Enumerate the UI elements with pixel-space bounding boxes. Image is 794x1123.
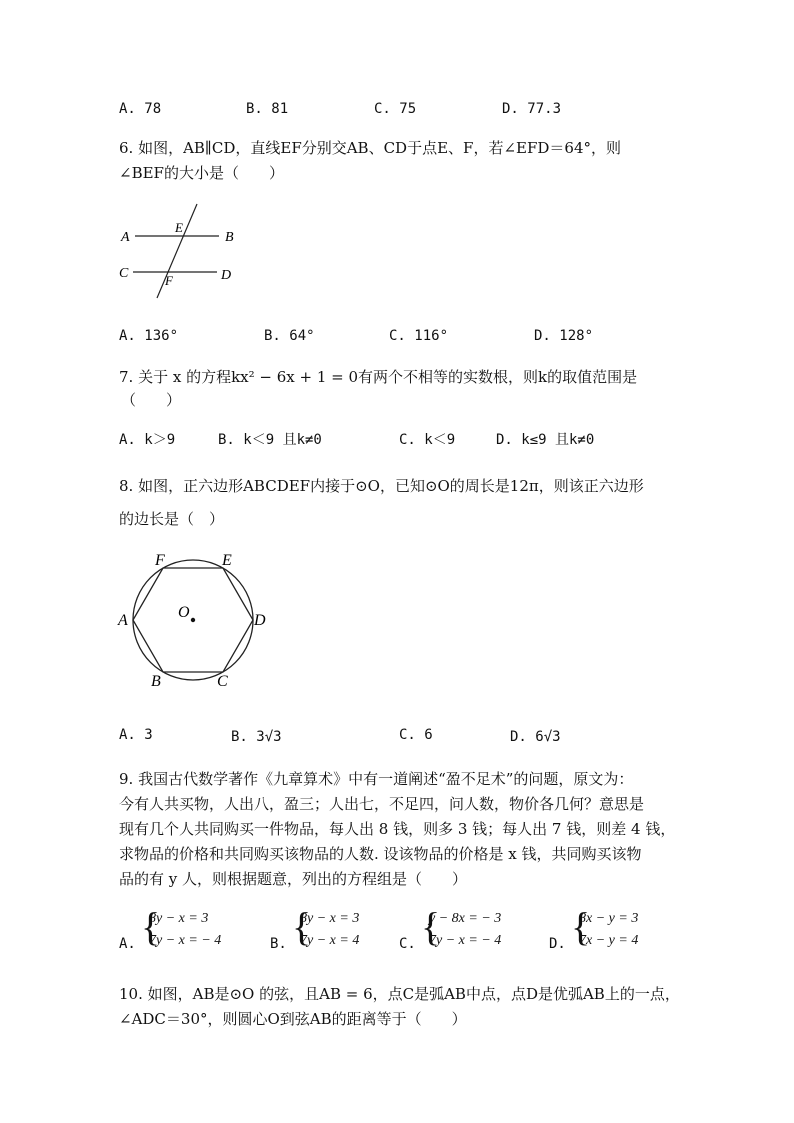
brace-icon: {	[141, 904, 161, 949]
q8-option-c[interactable]: C. 6	[399, 727, 433, 743]
label-e: E	[222, 552, 232, 569]
label-f: F	[165, 273, 173, 288]
q9-stem-line: 9. 我国古代数学著作《九章算术》中有一道阐述“盈不足术”的问题，原文为：	[119, 770, 634, 788]
option-letter: B.	[270, 936, 287, 952]
q5-option-c[interactable]: C. 75	[374, 101, 417, 117]
label-a: A	[118, 612, 128, 629]
label-c: C	[119, 266, 129, 281]
option-letter: A.	[119, 936, 136, 952]
q7-stem-line2: （ ）	[121, 391, 182, 409]
line-ef	[157, 204, 197, 298]
parallel-lines-figure	[115, 198, 245, 302]
q8-stem-line1: 8. 如图，正六边形ABCDEF内接于⊙O，已知⊙O的周长是12π，则该正六边形	[119, 477, 644, 495]
label-b: B	[225, 230, 234, 245]
q6-option-c[interactable]: C. 116°	[389, 328, 449, 344]
q7-option-d[interactable]: D. k≤9 且k≠0	[496, 432, 595, 448]
q6-option-a[interactable]: A. 136°	[119, 328, 179, 344]
label-a: A	[121, 230, 130, 245]
equation-2: 7y − x = − 4	[149, 933, 222, 948]
option-letter: C.	[399, 936, 416, 952]
equation-2: 7y − x = − 4	[429, 933, 502, 948]
q8-stem-line2: 的边长是（ ）	[119, 510, 225, 528]
equation-1: 8y − x = 3	[149, 911, 209, 926]
label-e: E	[175, 220, 183, 235]
label-d: D	[254, 612, 266, 629]
equation-1: 8y − x = 3	[300, 911, 360, 926]
label-d: D	[221, 268, 232, 283]
q7-option-a[interactable]: A. k＞9	[119, 432, 176, 448]
q6-stem-line1: 6. 如图，AB∥CD，直线EF分别交AB、CD于点E、F，若∠EFD＝64°，则	[119, 139, 621, 157]
hexagon-circle-figure	[112, 545, 272, 693]
equation-2: 7y − x = 4	[300, 933, 360, 948]
equation-2: 7x − y = 4	[579, 933, 639, 948]
q9-stem-line: 今有人共买物，人出八，盈三；人出七，不足四，问人数，物价各几何？意思是	[119, 795, 645, 813]
q6-stem-line2: ∠BEF的大小是（ ）	[119, 164, 284, 182]
label-o: O	[178, 604, 190, 621]
option-letter: D.	[549, 936, 566, 952]
equation-1: 8x − y = 3	[579, 911, 639, 926]
q7-option-b[interactable]: B. k＜9 且k≠0	[218, 432, 322, 448]
label-f: F	[155, 552, 165, 569]
q6-option-b[interactable]: B. 64°	[264, 328, 315, 344]
q7-option-c[interactable]: C. k＜9	[399, 432, 456, 448]
q10-stem-line1: 10. 如图，AB是⊙O 的弦，且AB = 6，点C是弧AB中点，点D是优弧AB上的一点，	[119, 985, 680, 1003]
q5-option-a[interactable]: A. 78	[119, 101, 162, 117]
brace-icon: {	[421, 904, 441, 949]
q8-option-d[interactable]: D. 6√3	[510, 729, 561, 745]
q5-option-b[interactable]: B. 81	[246, 101, 289, 117]
q9-stem-line: 求物品的价格和共同购买该物品的人数. 设该物品的价格是 x 钱，共同购买该物	[119, 845, 642, 863]
brace-icon: {	[292, 904, 312, 949]
brace-icon: {	[571, 904, 591, 949]
label-c: C	[217, 673, 228, 690]
equation-1: y − 8x = − 3	[429, 911, 502, 926]
q10-stem-line2: ∠ADC＝30°，则圆心O到弦AB的距离等于（ ）	[119, 1010, 467, 1028]
q7-stem-line1: 7. 关于 x 的方程kx² − 6x + 1 = 0有两个不相等的实数根，则k的取值范围是	[119, 368, 638, 386]
q8-option-a[interactable]: A. 3	[119, 727, 153, 743]
q9-stem-line: 现有几个人共同购买一件物品，每人出 8 钱，则多 3 钱；每人出 7 钱，则差 4 钱，	[119, 820, 676, 838]
q6-option-d[interactable]: D. 128°	[534, 328, 594, 344]
q5-option-d[interactable]: D. 77.3	[502, 101, 562, 117]
label-b: B	[151, 673, 161, 690]
q9-stem-line: 品的有 y 人，则根据题意，列出的方程组是（ ）	[119, 870, 468, 888]
center-point	[191, 618, 195, 622]
q8-option-b[interactable]: B. 3√3	[231, 729, 282, 745]
